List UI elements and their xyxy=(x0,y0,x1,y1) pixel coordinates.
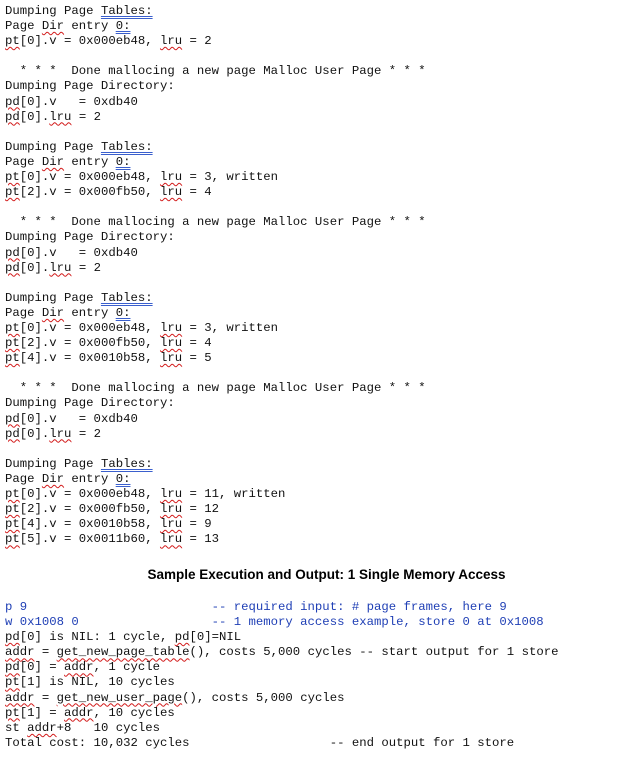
log-line: Page Dir entry 0: xyxy=(5,19,131,34)
log-line: pd[0].lru = 2 xyxy=(5,260,101,275)
log-line: pt[4].v = 0x0010b58, lru = 9 xyxy=(5,517,212,532)
log-line: pt[2].v = 0x000fb50, lru = 12 xyxy=(5,502,220,517)
sample-output xyxy=(5,600,558,751)
log-line: pt[5].v = 0x0011b60, lru = 13 xyxy=(5,532,220,547)
log-line: pd[0].lru = 2 xyxy=(5,426,101,441)
sample-line: pd[0] is NIL: 1 cycle, pd[0]=NIL xyxy=(5,630,242,645)
log-line: pt[0].v = 0x000eb48, lru = 11, written xyxy=(5,487,286,501)
sample-line: pt[1] is NIL, 10 cycles xyxy=(5,675,175,690)
log-line xyxy=(5,442,426,457)
sample-line: pt[1] = addr, 10 cycles xyxy=(5,705,175,720)
sample-line: p 9 -- required input: # page frames, here 9 xyxy=(5,600,507,614)
page-table-dump xyxy=(5,4,426,547)
sample-line: addr = get_new_page_table(), costs 5,000 cycles -- start output for 1 store xyxy=(5,645,559,660)
sample-line: Total cost: 10,032 cycles -- end output for 1 store xyxy=(5,735,515,750)
log-line: Dumping Page Tables: xyxy=(5,139,153,154)
log-line: * * * Done mallocing a new page Malloc User Page * * * xyxy=(5,381,426,396)
log-line: Dumping Page Tables: xyxy=(5,290,153,305)
sample-line: w 0x1008 0 -- 1 memory access example, store 0 at 0x1008 xyxy=(5,615,544,630)
log-line: Dumping Page Directory: xyxy=(5,230,175,245)
log-line: pt[2].v = 0x000fb50, lru = 4 xyxy=(5,185,212,200)
sample-line: st addr+8 10 cycles xyxy=(5,720,160,735)
log-line xyxy=(5,200,426,215)
log-line: pt[0].v = 0x000eb48, lru = 3, written xyxy=(5,170,279,185)
log-line: Page Dir entry 0: xyxy=(5,471,131,486)
log-line: Dumping Page Directory: xyxy=(5,79,175,94)
log-line: * * * Done mallocing a new page Malloc User Page * * * xyxy=(5,64,426,79)
log-line: Dumping Page Tables: xyxy=(5,4,153,18)
log-line: Dumping Page Directory: xyxy=(5,396,175,411)
sample-line: pd[0] = addr, 1 cycle xyxy=(5,660,160,675)
log-line: Dumping Page Tables: xyxy=(5,456,153,471)
log-line xyxy=(5,49,426,64)
log-line: * * * Done mallocing a new page Malloc User Page * * * xyxy=(5,215,426,230)
log-line: pt[4].v = 0x0010b58, lru = 5 xyxy=(5,351,212,366)
log-line: pd[0].lru = 2 xyxy=(5,109,101,124)
log-line xyxy=(5,276,426,291)
log-line: pt[0].v = 0x000eb48, lru = 3, written xyxy=(5,320,279,335)
log-line: Page Dir entry 0: xyxy=(5,305,131,320)
log-line: Page Dir entry 0: xyxy=(5,154,131,169)
log-line: pd[0].v = 0xdb40 xyxy=(5,94,138,109)
section-heading: Sample Execution and Output: 1 Single Memory Access xyxy=(147,567,506,582)
sample-line: addr = get_new_user_page(), costs 5,000 cycles xyxy=(5,690,345,705)
log-line: pd[0].v = 0xdb40 xyxy=(5,245,138,260)
log-line: pt[0].v = 0x000eb48, lru = 2 xyxy=(5,34,212,49)
log-line xyxy=(5,366,426,381)
log-line: pd[0].v = 0xdb40 xyxy=(5,411,138,426)
log-line: pt[2].v = 0x000fb50, lru = 4 xyxy=(5,336,212,351)
log-line xyxy=(5,125,426,140)
